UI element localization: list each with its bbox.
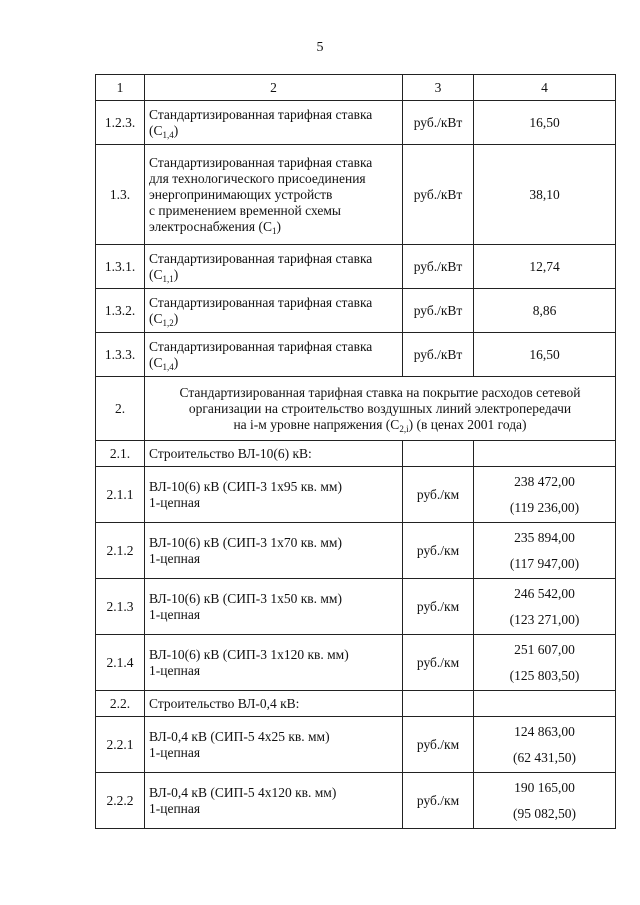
column-header-1: 1	[96, 75, 145, 101]
description-text: Стандартизированная тарифная ставка	[149, 338, 373, 354]
subscript-index: 2,i	[399, 423, 409, 434]
value-main: 235 894,00	[514, 529, 575, 545]
row-number: 2.2.2	[96, 773, 145, 829]
row-value: 12,74	[474, 245, 616, 289]
row-value	[474, 691, 616, 717]
row-description	[145, 717, 403, 773]
description-line	[149, 107, 398, 123]
row-unit: руб./кВт	[403, 145, 474, 245]
row-description	[145, 579, 403, 635]
row-unit: руб./км	[403, 523, 474, 579]
table-header-row	[96, 75, 616, 101]
page-number: 5	[316, 40, 324, 55]
description-text: ) (в ценах 2001 года)	[408, 416, 527, 432]
row-unit: руб./км	[403, 467, 474, 523]
table-row	[96, 145, 616, 245]
row-unit: руб./кВт	[403, 245, 474, 289]
description-text: 1-цепная	[149, 550, 201, 566]
tariff-table	[95, 74, 616, 829]
value-main: 124 863,00	[514, 723, 575, 739]
description-line	[149, 123, 398, 139]
description-line	[149, 607, 398, 623]
table-row	[96, 467, 616, 523]
row-unit: руб./км	[403, 717, 474, 773]
table-row	[96, 245, 616, 289]
description-text: электроснабжения (C	[149, 218, 272, 234]
row-value	[474, 717, 616, 773]
description-text: Стандартизированная тарифная ставка	[149, 154, 373, 170]
table-row	[96, 523, 616, 579]
row-description	[145, 441, 403, 467]
description-line	[149, 479, 398, 495]
description-line	[149, 401, 611, 417]
description-text: (C	[149, 266, 163, 282]
description-line	[149, 729, 398, 745]
description-text: Стандартизированная тарифная ставка	[149, 106, 373, 122]
description-text: ВЛ-0,4 кВ (СИП-5 4х120 кв. мм)	[149, 784, 337, 800]
description-text: на i-м уровне напряжения (C	[233, 416, 400, 432]
description-line	[149, 203, 398, 219]
row-description	[145, 523, 403, 579]
description-text: Стандартизированная тарифная ставка на покрытие расходов сетевой	[179, 384, 581, 400]
row-number: 1.3.	[96, 145, 145, 245]
description-line	[149, 267, 398, 283]
description-line	[149, 385, 611, 401]
description-text: Стандартизированная тарифная ставка	[149, 250, 373, 266]
row-description	[145, 101, 403, 145]
row-description	[145, 635, 403, 691]
description-text: энергопринимающих устройств	[149, 186, 333, 202]
subscript-index: 1,1	[162, 273, 174, 284]
table-row	[96, 691, 616, 717]
row-unit: руб./кВт	[403, 101, 474, 145]
row-number: 2.1.	[96, 441, 145, 467]
description-line	[149, 155, 398, 171]
row-value	[474, 467, 616, 523]
description-text: Строительство ВЛ-10(6) кВ:	[149, 445, 312, 461]
row-description	[145, 691, 403, 717]
row-value	[474, 773, 616, 829]
row-unit	[403, 441, 474, 467]
table-row	[96, 101, 616, 145]
subscript-index: 1,4	[162, 129, 174, 140]
description-line	[149, 591, 398, 607]
row-number: 2.2.	[96, 691, 145, 717]
row-unit: руб./кВт	[403, 289, 474, 333]
description-text: ВЛ-10(6) кВ (СИП-3 1х70 кв. мм)	[149, 534, 342, 550]
row-unit: руб./кВт	[403, 333, 474, 377]
value-main: 246 542,00	[514, 585, 575, 601]
description-text: )	[173, 266, 179, 282]
row-description	[145, 377, 616, 441]
row-value	[474, 635, 616, 691]
subscript-index: 1,2	[162, 317, 174, 328]
description-text: с применением временной схемы	[149, 202, 341, 218]
row-unit: руб./км	[403, 773, 474, 829]
table-row	[96, 635, 616, 691]
row-unit: руб./км	[403, 579, 474, 635]
description-text: 1-цепная	[149, 744, 201, 760]
table-row	[96, 579, 616, 635]
description-text: 1-цепная	[149, 800, 201, 816]
value-alternate: (117 947,00)	[509, 555, 580, 571]
table-row	[96, 717, 616, 773]
description-text: Стандартизированная тарифная ставка	[149, 294, 373, 310]
column-header-3: 3	[403, 75, 474, 101]
description-line	[149, 251, 398, 267]
row-number: 2.1.1	[96, 467, 145, 523]
row-description	[145, 289, 403, 333]
row-number: 2.	[96, 377, 145, 441]
description-line	[149, 446, 398, 462]
row-description	[145, 773, 403, 829]
row-value: 38,10	[474, 145, 616, 245]
subscript-index: 1,4	[162, 361, 174, 372]
description-text: )	[276, 218, 281, 234]
description-text: (C	[149, 310, 163, 326]
table-row	[96, 773, 616, 829]
row-description	[145, 333, 403, 377]
row-value: 16,50	[474, 101, 616, 145]
row-value: 16,50	[474, 333, 616, 377]
value-alternate: (119 236,00)	[509, 499, 580, 515]
description-text: ВЛ-10(6) кВ (СИП-3 1х120 кв. мм)	[149, 646, 349, 662]
row-number: 2.2.1	[96, 717, 145, 773]
row-number: 2.1.3	[96, 579, 145, 635]
row-description	[145, 145, 403, 245]
description-line	[149, 187, 398, 203]
value-main: 238 472,00	[514, 473, 575, 489]
value-alternate: (62 431,50)	[513, 749, 576, 765]
row-number: 2.1.4	[96, 635, 145, 691]
row-value: 8,86	[474, 289, 616, 333]
tariff-table-body	[96, 75, 616, 829]
row-unit	[403, 691, 474, 717]
description-text: ВЛ-10(6) кВ (СИП-3 1х95 кв. мм)	[149, 478, 342, 494]
description-text: )	[173, 310, 179, 326]
description-line	[149, 355, 398, 371]
row-description	[145, 245, 403, 289]
description-text: Строительство ВЛ-0,4 кВ:	[149, 695, 300, 711]
row-value	[474, 579, 616, 635]
row-value	[474, 523, 616, 579]
description-line	[149, 535, 398, 551]
subscript-index: 1	[271, 225, 277, 236]
description-line	[149, 219, 398, 235]
description-text: (C	[149, 354, 163, 370]
value-main: 190 165,00	[514, 779, 575, 795]
row-number: 1.3.3.	[96, 333, 145, 377]
description-line	[149, 339, 398, 355]
value-alternate: (123 271,00)	[509, 611, 580, 627]
description-line	[149, 417, 611, 433]
table-row	[96, 333, 616, 377]
value-main: 251 607,00	[514, 641, 575, 657]
table-row	[96, 289, 616, 333]
description-text: для технологического присоединения	[149, 170, 366, 186]
description-line	[149, 785, 398, 801]
description-line	[149, 311, 398, 327]
description-line	[149, 663, 398, 679]
row-number: 1.3.1.	[96, 245, 145, 289]
table-row	[96, 377, 616, 441]
description-text: )	[173, 122, 179, 138]
description-text: 1-цепная	[149, 606, 201, 622]
row-description	[145, 467, 403, 523]
row-number: 1.2.3.	[96, 101, 145, 145]
column-header-2: 2	[145, 75, 403, 101]
description-line	[149, 295, 398, 311]
description-line	[149, 551, 398, 567]
description-line	[149, 647, 398, 663]
column-header-4: 4	[474, 75, 616, 101]
description-text: организации на строительство воздушных линий электропередачи	[188, 400, 572, 416]
row-number: 2.1.2	[96, 523, 145, 579]
row-number: 1.3.2.	[96, 289, 145, 333]
row-value	[474, 441, 616, 467]
description-line	[149, 745, 398, 761]
description-text: 1-цепная	[149, 494, 201, 510]
description-text: (C	[149, 122, 163, 138]
description-text: 1-цепная	[149, 662, 201, 678]
description-line	[149, 801, 398, 817]
description-text: ВЛ-10(6) кВ (СИП-3 1х50 кв. мм)	[149, 590, 342, 606]
row-unit: руб./км	[403, 635, 474, 691]
description-line	[149, 171, 398, 187]
table-row	[96, 441, 616, 467]
description-text: ВЛ-0,4 кВ (СИП-5 4х25 кв. мм)	[149, 728, 330, 744]
description-line	[149, 495, 398, 511]
description-line	[149, 696, 398, 712]
value-alternate: (95 082,50)	[513, 805, 576, 821]
value-alternate: (125 803,50)	[509, 667, 580, 683]
description-text: )	[173, 354, 179, 370]
